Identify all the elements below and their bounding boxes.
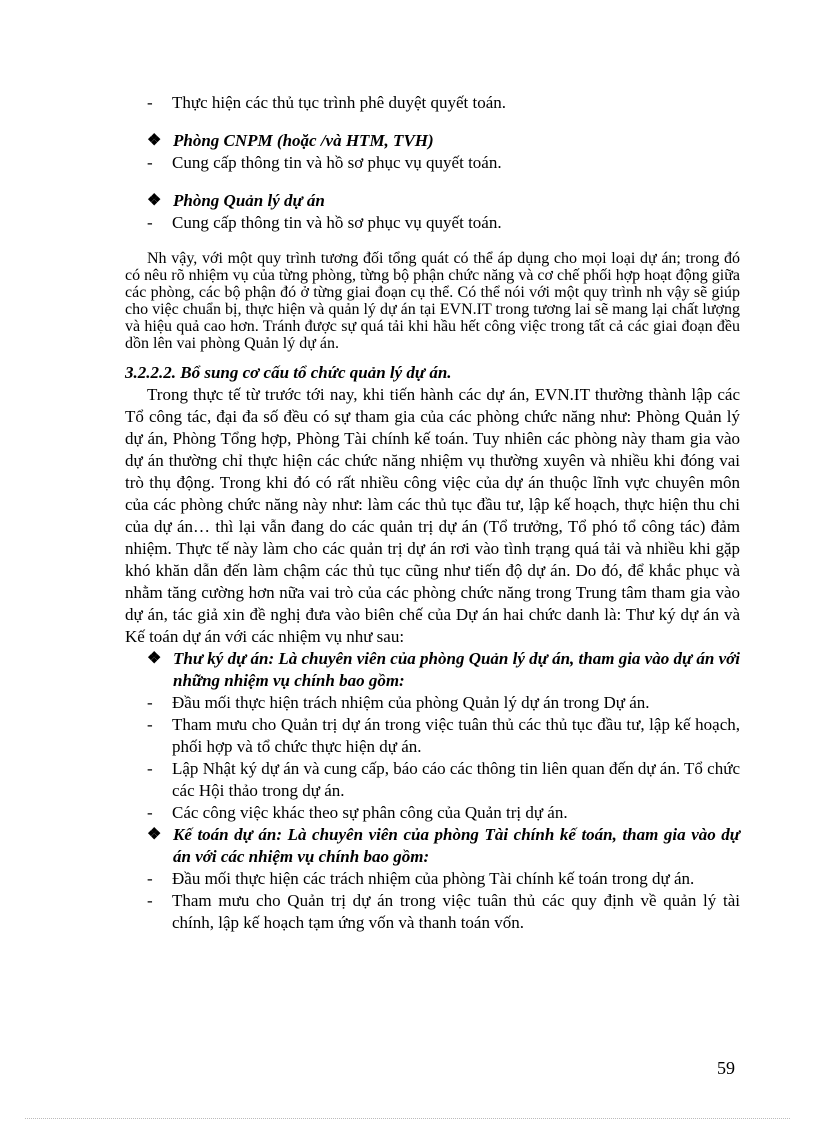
list-item [125, 868, 740, 890]
diamond-bullet-icon: ❖ [147, 826, 162, 843]
list-item-text: Cung cấp thông tin và hồ sơ phục vụ quyết toán. [172, 213, 502, 232]
list-item-text: Lập Nhật ký dự án và cung cấp, báo cáo các thông tin liên quan đến dự án. Tổ chức các Hội thảo trong dự án. [172, 759, 740, 800]
ke-toan-title: ❖ Kế toán dự án: Là chuyên viên của phòng Tài chính kế toán, tham gia vào dự án với các nhiệm vụ chính bao gồm: [125, 824, 740, 868]
thu-ky-title: ❖ Thư ký dự án: Là chuyên viên của phòng Quản lý dự án, tham gia vào dự án với những nhiệm vụ chính bao gồm: [125, 648, 740, 692]
section-cnpm-title: ❖ Phòng CNPM (hoặc /và HTM, TVH) [125, 130, 740, 152]
list-item-text: Tham mưu cho Quản trị dự án trong việc tuân thủ các thủ tục đầu tư, lập kế hoạch, phối hợp và tổ chức thực hiện dự án. [172, 715, 740, 756]
list-item-text: Đầu mối thực hiện trách nhiệm của phòng Quản lý dự án trong Dự án. [172, 693, 650, 712]
list-item-text: Thực hiện các thủ tục trình phê duyệt quyết toán. [172, 93, 506, 112]
body-paragraph: Trong thực tế từ trước tới nay, khi tiến hành các dự án, EVN.IT thường thành lập các Tổ công tác, đại đa số đều có sự tham gia của các phòng chức năng như: Phòng Quản lý dự án, Phòng Tổng hợp, Phòng Tài chính kế toán. Tuy nhiên các phòng này tham gia vào dự án thường chỉ thực hiện các chức năng nhiệm vụ thường xuyên và nhiều khi đóng vai trò thụ động. Trong khi đó có rất nhiều công việc của dự án thuộc lĩnh vực chuyên môn của các phòng chức năng này như: làm các thủ tục đầu tư, lập kế hoạch, thực hiện thu chi của dự án… thì lại vẫn đang do các quản trị dự án (Tổ trưởng, Tổ phó tổ công tác) đảm nhiệm. Thực tế này làm cho các quản trị dự án rơi vào tình trạng quá tải và nhiều khi gặp khó khăn dẫn đến làm chậm các thủ tục cũng như tiến độ dự án. Do đó, để khắc phục và nhằm tăng cường hơn nữa vai trò của các phòng chức năng trong Trung tâm tham gia vào dự án, tác giả xin đề nghị đưa vào biên chế của Dự án hai chức danh là: Thư ký dự án và Kế toán dự án với các nhiệm vụ như sau: [125, 385, 740, 646]
list-item-text: Cung cấp thông tin và hồ sơ phục vụ quyết toán. [172, 153, 502, 172]
dash-marker: - [147, 891, 153, 910]
diamond-bullet-icon: ❖ [147, 650, 162, 667]
list-item [125, 212, 740, 234]
list-item [125, 802, 740, 824]
list-item-text: Đầu mối thực hiện các trách nhiệm của phòng Tài chính kế toán trong dự án. [172, 869, 695, 888]
dash-marker: - [147, 759, 153, 778]
list-item [125, 692, 740, 714]
summary-paragraph: Nh vậy, với một quy trình tương đối tổng quát có thể áp dụng cho mọi loại dự án; trong đó có nêu rõ nhiệm vụ của từng phòng, từng bộ phận chức năng và cơ chế phối hợp hoạt động giữa các phòng, các bộ phận đó ở từng giai đoạn cụ thể. Có thể nói với một quy trình nh vậy sẽ giúp cho việc chuẩn bị, thực hiện và quản lý dự án tại EVN.IT trong tương lai sẽ mang lại chất lượng và hiệu quả cao hơn. Tránh được sự quá tải khi hầu hết công việc trong tất cả các giai đoạn đều dồn lên vai phòng Quản lý dự án. [125, 250, 740, 352]
dash-marker: - [147, 803, 153, 822]
dash-marker: - [147, 153, 153, 172]
dash-marker: - [147, 715, 153, 734]
dash-marker: - [147, 93, 153, 112]
dash-marker: - [147, 869, 153, 888]
list-item [125, 152, 740, 174]
page-bottom-rule [25, 1118, 790, 1119]
section-heading: 3.2.2.2. Bổ sung cơ cấu tổ chức quản lý dự án. [125, 363, 452, 382]
section-qlda-title: ❖ Phòng Quản lý dự án [125, 190, 740, 212]
dash-marker: - [147, 213, 153, 232]
list-item [125, 714, 740, 758]
diamond-bullet-icon: ❖ [147, 132, 162, 149]
list-item [125, 92, 740, 114]
dash-marker: - [147, 693, 153, 712]
list-item-text: Tham mưu cho Quản trị dự án trong việc tuân thủ các quy định về quản lý tài chính, lập kế hoạch tạm ứng vốn và thanh toán vốn. [172, 891, 740, 932]
diamond-bullet-icon: ❖ [147, 192, 162, 209]
list-item [125, 890, 740, 934]
page-content [125, 92, 740, 934]
list-item-text: Các công việc khác theo sự phân công của Quản trị dự án. [172, 803, 568, 822]
page-number: 59 [717, 1058, 735, 1078]
list-item [125, 758, 740, 802]
